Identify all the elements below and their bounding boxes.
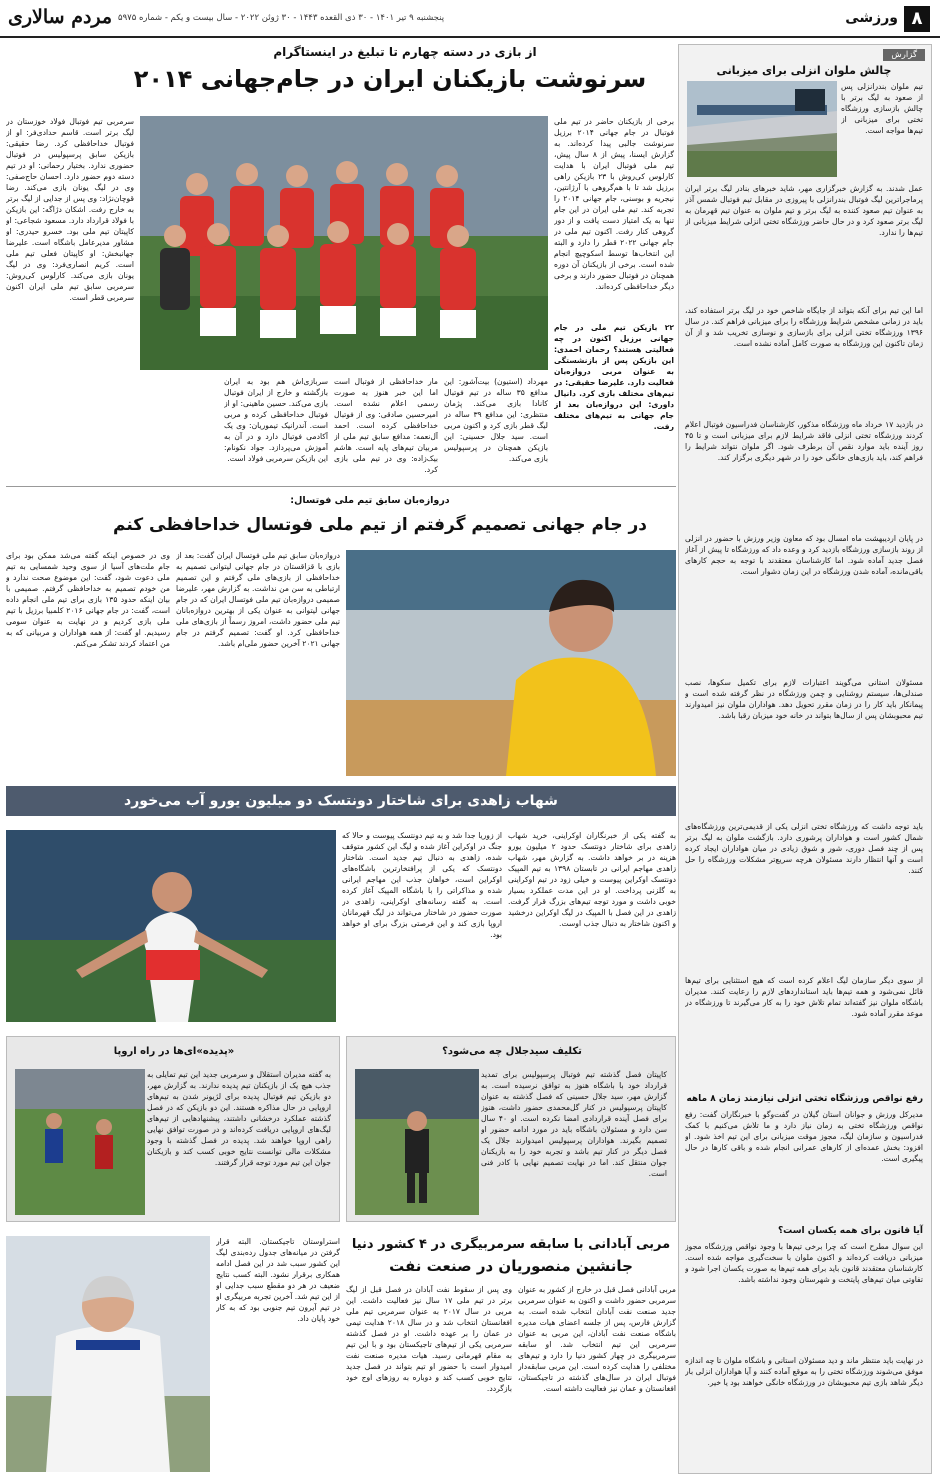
sidebar-paragraph-7: از سوی دیگر سازمان لیگ اعلام کرده است که هیچ استثنایی برای تیم‌ها قائل نمی‌شود و همه تیم‌ها باید استانداردهای لازم را رعایت کنند. مدیران باشگاه ملوان نیز گفته‌اند تمام تلاش خود را به کار می‌گیرند تا ورزشگاه در موعد مقرر آماده شود. (685, 976, 923, 1018)
sidebar-title: چالش ملوان انزلی برای میزبانی (716, 64, 892, 77)
stadium-photo (687, 81, 837, 177)
story3-col-right: به گفته یکی از خبرنگاران اوکراینی، خرید شهاب زاهدی برای شاختار دونتسک حدود ۲ میلیون یورو هزینه در بر خواهد داشت. به گزارش مهر، شهاب زاهدی مهاجم ایرانی در تابستان ۱۳۹۸ به تیم المپیک دونتسک اوکراین پیوست و خیلی زود در تیم اوکراینی به گلزنی پرداخت. او در این مدت عملکرد بسیار خوبی داشت و مورد توجه تیم‌های بزرگ قرار گرفت. زاهدی در این فصل با المپیک در لیگ اوکراین درخشید و اکنون شاختار به دنبال جذب اوست. (508, 831, 676, 928)
story4-headline-line1: مربی آبادانی با سابقه سرمربیگری در ۴ کشور دنیا (351, 1237, 671, 1252)
sidebar-lead: تیم ملوان بندرانزلی پس از صعود به لیگ برتر با چالش بازسازی ورزشگاه تختی برای میزبانی از تیم‌ها مواجه است. (841, 82, 923, 135)
report-tag: گزارش (883, 49, 925, 61)
padideh-illustration (15, 1069, 145, 1215)
sidebar-paragraph-8: مدیرکل ورزش و جوانان استان گیلان در گفت‌وگو با خبرنگاران گفت: رفع نواقص ورزشگاه تختی به زمان نیاز دارد و ما تلاش می‌کنیم با کمک فدراسیون و سازمان لیگ، مجوز موقت میزبانی برای این تیم اخذ شود. او افزود: بخش عمده‌ای از کارهای عمرانی انجام شده و باقی کارها در حال پیگیری است. (685, 1110, 923, 1163)
stadium-illustration (687, 81, 837, 177)
seyed-jalal-photo (355, 1069, 479, 1215)
dateline: پنجشنبه ۹ تیر ۱۴۰۱ - ۳۰ ذی القعده ۱۴۴۳ - ۳۰ ژوئن ۲۰۲۲ - سال بیست و یکم - شماره ۵۹۷۵ (118, 13, 445, 23)
box-seyed-jalal-title: تکلیف سیدجلال چه می‌شود؟ (442, 1046, 582, 1057)
sidebar-report (678, 44, 932, 1474)
sidebar-paragraph-4: در پایان اردیبهشت ماه امسال بود که معاون وزیر ورزش با حضور در انزلی از روند بازسازی ورزشگاه بازدید کرد و وعده داد که ورزشگاه تا پیش از آغاز فصل جدید آماده شود. اما کارشناسان معتقدند با توجه به حجم کارهای باقی‌مانده، آماده شدن ورزشگاه در این زمان دشوار است. (685, 534, 923, 576)
coach-photo (6, 1236, 210, 1472)
top-story-col-left: سرمربی تیم فوتبال فولاد خوزستان در لیگ برتر است. قاسم حدادی‌فر: او از فوتبال خداحافظی کرد. رضا حقیقی: بازیکن سابق پرسپولیس در فوتبال حضوری ندارد. بختیار رحمانی: او در تیم دسته دوم حضور دارد. احسان حاج‌صفی: وی در لیگ یونان بازی می‌کند. رضا قوچان‌نژاد: وی پس از جدایی از لیگ برتر به خارج رفت. اشکان دژاگه: این بازیکن با فولاد قرارداد دارد. مسعود شجاعی: او کاپیتان تیم ملی بود. خسرو حیدری: او مشاور مدیرعامل باشگاه است. علیرضا جهانبخش: او کاپیتان فعلی تیم ملی است. کریم انصاری‌فرد: وی در لیگ یونان بازی می‌کند. کارلوس کی‌روش: سرمربی سابق تیم ملی ایران اکنون سرمربی قطر است. (6, 117, 134, 302)
team-photo (140, 116, 548, 370)
goalkeeper-photo (346, 550, 676, 776)
story3-headline: شهاب زاهدی برای شاختار دونتسک دو میلیون یورو آب می‌خورد (6, 786, 676, 816)
sidebar-paragraph-5: مسئولان استانی می‌گویند اعتبارات لازم برای تکمیل سکوها، نصب صندلی‌ها، سیستم روشنایی و چمن ورزشگاه در نظر گرفته شده است و پیمانکار باید کار را در زمان مقرر تحویل دهد. هواداران ملوان نیز امیدوارند تیم محبوبشان پس از سال‌ها بتواند در خانه خود میزبان رقبا باشد. (685, 678, 923, 720)
newspaper-brand: مردم سالاری (8, 6, 113, 28)
top-story-col-mid-left: سربازی‌اش هم بود به ایران بازگشته و خارج از ایران فوتبال بازی می‌کند. حسین ماهینی: او از فوتبال خداحافظی کرده و مربی است. آندرانیک تیموریان: وی یک آکادمی فوتبال دارد و در آن به آموزش می‌پردازد. جواد نکونام: این بازیکن سرمربی فولاد است. (224, 377, 328, 463)
box-padideh (6, 1036, 340, 1222)
player-photo (6, 830, 336, 1022)
story2-kicker: دروازه‌بان سابق تیم ملی فوتسال: (290, 495, 450, 506)
sidebar-paragraph-9: این سوال مطرح است که چرا برخی تیم‌ها با وجود نواقص ورزشگاه مجوز میزبانی دریافت کرده‌اند و اکنون ملوان با سخت‌گیری مواجه شده است. کارشناسان معتقدند قانون باید برای همه تیم‌ها به صورت یکسان اجرا شود و تفاوتی میان تیم‌های پایتخت و شهرستان وجود نداشته باشد. (685, 1242, 923, 1284)
sidebar-subheading-2: آیا قانون برای همه یکسان است؟ (777, 1226, 923, 1236)
player-illustration (6, 830, 336, 1022)
story4-col-left: استراوستان تاجیکستان. البته قرار گرفتن در میانه‌های جدول رده‌بندی لیگ این کشور سبب شد در این فصل ادامه همکاری برقرار نشود. البته کسب نتایج ضعیف در هر دو مقطع سبب جدایی او از این تیم شد. آخرین تجربه مربیگری او در تیم آیرون تیم جنوبی بود که به کار خود پایان داد. (216, 1237, 340, 1323)
story4-col-right: مربی آبادانی فصل قبل در خارج از کشور به عنوان سرمربی حضور داشت و اکنون به عنوان سرمربی جدید صنعت نفت آبادان انتخاب شده است. به گزارش فارس، پس از جلسه اعضای هیات مدیره باشگاه صنعت نفت آبادان، این مربی به عنوان سرمربی این تیم انتخاب شد. او سابقه سرمربیگری در چهار کشور دنیا را دارد و تیم‌های مختلفی را هدایت کرده است. این مربی سابقه‌دار فوتبال ایران در سال‌های گذشته در تاجیکستان، افغانستان و عمان نیز فعالیت داشته است. (518, 1285, 676, 1393)
page-header (0, 0, 940, 38)
section-title: ورزشی (845, 10, 898, 26)
box-seyed-jalal-text: کاپیتان فصل گذشته تیم فوتبال پرسپولیس برای تمدید قرارداد خود با باشگاه هنوز به توافق نرسیده است. به گزارش مهر، سید جلال حسینی که فصل گذشته به عنوان کاپیتان پرسپولیس در کنار گل‌محمدی حضور داشت، هنوز برای فصل آینده قراردادی امضا نکرده است. او ۴۰ سال سن دارد و مسئولان باشگاه باید در مورد ادامه حضور او تصمیم بگیرند. هواداران پرسپولیس امیدوارند جلال یک فصل دیگر در کنار تیم باشد و تجربه خود را به بازیکنان جوان منتقل کند. اما در نهایت تصمیم نهایی با کادر فنی است. (481, 1070, 667, 1178)
sidebar-paragraph-2: اما این تیم برای آنکه بتواند از جایگاه شاخص خود در لیگ برتر استفاده کند، باید در زمانی مشخص شرایط ورزشگاه را برای میزبانی فراهم کند. در سال ۱۳۹۶ ورزشگاه تختی انزلی برای بازسازی و نوسازی تخریب شد و از آن زمان تاکنون این ورزشگاه به صورت کامل آماده نشده است. (685, 306, 923, 348)
story4-col-mid: وی پس از سقوط نفت آبادان در فصل قبل از لیگ برتر در تیم ملی ۱۷ سال نیز فعالیت داشت. این مربی در سال ۲۰۱۷ به عنوان سرمربی تیم ملی افغانستان انتخاب شد و در سال ۲۰۱۸ هدایت تیمی در عمان را بر عهده داشت. او در فصل گذشته سرمربی یکی از تیم‌های تاجیکستان بود و با این تیم به مقام قهرمانی رسید. هیات مدیره صنعت نفت امیدوار است با حضور او تیم بتواند در فصل جدید نتایج خوبی کسب کند و دوباره به روزهای اوج خود بازگردد. (346, 1285, 512, 1393)
sidebar-paragraph-1: عمل شدند. به گزارش خبرگزاری مهر، شاید خبرهای بنادر لیگ برتر ایران پرماجراترین لیگ فوتبال بندرانزلی با پیروزی در مقابل تیم فوتبال شمس آذر به عنوان تیم صعود کننده به لیگ برتر و تیم ملوان به عنوان تیم قهرمان به لیگ برتر صعود کرد و در حال حاضر ورزشگاه تختی انزلی شرایط میزبانی از تیم‌ها را ندارد. (685, 184, 923, 237)
sidebar-paragraph-10: در نهایت باید منتظر ماند و دید مسئولان استانی و باشگاه ملوان تا چه اندازه موفق می‌شوند ورزشگاه تختی را به موقع آماده کنند و آیا هواداران انزلی بار دیگر شاهد بازی تیم محبوبشان در ورزشگاه خانگی خواهند بود یا خیر. (685, 1356, 923, 1387)
box-padideh-text: به گفته مدیران استقلال و سرمربی جدید این تیم تمایلی به جذب هیچ یک از بازیکنان تیم پدیده ندارند. به گزارش مهر، دو بازیکن تیم فوتبال پدیده برای لژیونر شدن به تیم‌های اروپایی در حال مذاکره هستند. این دو بازیکن که در فصل گذشته عملکرد درخشانی داشتند، پیشنهادهایی از تیم‌های لیگ‌های اروپایی دریافت کرده‌اند و در صورت توافق نهایی راهی اروپا خواهند شد. پدیده در فصل گذشته با وجود مشکلات مالی توانست نتایج خوبی کسب کند و بازیکنان جوان این تیم مورد توجه قرار گرفتند. (147, 1070, 331, 1167)
page-number: ۸ (904, 6, 930, 32)
seyed-jalal-illustration (355, 1069, 479, 1215)
top-story-col-right-2: ۲۲ بازیکن تیم ملی در جام جهانی برزیل اکنون در چه فعالیتی هستند؟ رحمان احمدی: این بازیکن پس از بازنشستگی به عنوان مربی دروازه‌بان فعالیت دارد. علیرضا حقیقی: در تیم‌های مختلف بازی کرد. دانیال داوری: این دروازه‌بان بعد از جام جهانی به تیم‌های مختلف رفت. (554, 323, 674, 431)
box-padideh-title: «پدیده»ای‌ها در راه اروپا (113, 1046, 235, 1057)
team-photo-illustration (140, 116, 548, 370)
story3-col-mid: از زوریا جدا شد و به تیم دونتسک پیوست و حالا که جنگ در اوکراین آغاز شده و لیگ این کشور متوقف شده، زاهدی به دنبال تیم جدید است. شاختار دونتسک که یکی از پرافتخارترین باشگاه‌های اوکراین است، خواهان جذب این مهاجم ایرانی شده و مذاکراتی را با باشگاه المپیک آغاز کرده است. به گفته رسانه‌های اوکراینی، زاهدی در صورت حضور در شاختار می‌تواند در لیگ قهرمانان اروپا بازی کند و این فرصتی بزرگ برای او خواهد بود. (342, 831, 502, 939)
sidebar-paragraph-3: در بازدید ۱۷ خرداد ماه ورزشگاه مذکور، کارشناسان فدراسیون فوتبال اعلام کردند ورزشگاه تختی انزلی فاقد شرایط لازم برای میزبانی است و تا ۴۵ روز آینده باید موارد نقص آن برطرف شود. اگر ملوان نتواند شرایط را فراهم کند، باید بازی‌های خانگی خود را در شهر دیگری برگزار کند. (685, 420, 923, 462)
top-story-col-mid-right: مهرداد (استیون) بیت‌آشور: این مدافع ۳۵ ساله در تیم فوتبال کانادا بازی می‌کند. پژمان منتظری: این مدافع ۳۹ ساله در لیگ قطر بازی کرد و اکنون مربی است. سید جلال حسینی: این بازیکن همچنان در پرسپولیس بازی می‌کند. (444, 377, 548, 463)
top-story-col-mid: مار خداحافظی از فوتبال است اما این خبر هنوز به صورت رسمی اعلام نشده است. امیرحسین صادقی: وی از فوتبال خداحافظی کرده است. احمد آل‌نعمه: مدافع سابق تیم ملی از مربیان تیم‌های پایه است. هاشم بیک‌زاده: وی در تیم ملی بازی کرد. (334, 377, 438, 474)
story2-headline: در جام جهانی تصمیم گرفتم از تیم ملی فوتسال خداحافظی کنم (112, 515, 647, 535)
padideh-photo (15, 1069, 145, 1215)
story2-col-left: وی در خصوص اینکه گفته می‌شد ممکن بود برای جام ملت‌های آسیا از سوی وحید شمسایی به تیم ملی دعوت شود، گفت: این موضوع صحت ندارد و من خودم تصمیم به خداحافظی گرفتم. صمیمی با بیان اینکه حدود ۱۳۵ بازی برای تیم ملی انجام داده است، گفت: در جام جهانی ۲۰۱۶ کلمبیا برزیل با تیم ملی بازی کردیم و در نهایت به عنوان سومی رسیدیم. او گفت: از همه هواداران و مربیانی که به من اعتماد کردند تشکر می‌کنم. (6, 551, 170, 648)
top-story-col-right: برخی از بازیکنان حاضر در تیم ملی فوتبال در جام جهانی ۲۰۱۴ برزیل سرنوشت جالبی پیدا کرده‌اند. به گزارش ایسنا، پیش از ۸ سال پیش، تیم ملی فوتبال ایران با هدایت کارلوس کی‌روش با ۲۳ بازیکن راهی برزیل شد تا با هم‌گروهی با آرژانتین، نیجریه و بوسنی، جام جهانی ۲۰۱۴ را تجربه کند. تیم ملی ایران در این جام تنها به یک امتیاز دست یافت و از دور گروهی کنار رفت. اکنون تیم ملی در جام جهانی ۲۰۲۲ قطر را دارد و البته این انتخاب‌ها توسط اسکوچیچ انجام شده است. برخی از بازیکنان آن دوره همچنان در فوتبال حضور دارند و برخی دیگر خداحافظی کرده‌اند. (554, 117, 674, 291)
sidebar-paragraph-6: باید توجه داشت که ورزشگاه تختی انزلی یکی از قدیمی‌ترین ورزشگاه‌های شمال کشور است و هواداران پرشوری دارد. بازگشت ملوان به لیگ برتر پس از چند فصل دوری، شور و شوق زیادی در میان هواداران ایجاد کرده است و آنها انتظار دارند مسئولان هرچه سریع‌تر مشکلات ورزشگاه را حل کنند. (685, 822, 923, 875)
goalkeeper-illustration (346, 550, 676, 776)
story2-col-right: دروازه‌بان سابق تیم ملی فوتسال ایران گفت: بعد از بازی با قزاقستان در جام جهانی لیتوانی تصمیم به خداحافظی از بازی‌های ملی گرفتم و این تصمیم ارتباطی به سن من نداشت. به گزارش مهر، علیرضا صمیمی دروازه‌بان تیم ملی فوتسال ایران که در جام جهانی لیتوانی به عنوان یکی از بهترین دروازه‌بانان تیم ملی حضور داشت، امروز رسماً از بازی‌های ملی خداحافظی کرد. او گفت: تصمیم گرفتم در جام جهانی ۲۰۲۱ آخرین حضور ملی‌ام باشد. (176, 551, 340, 648)
sidebar-subheading-1: رفع نواقص ورزشگاه تختی انزلی نیازمند زمان ۸ ماهه (686, 1094, 923, 1104)
coach-illustration (6, 1236, 210, 1472)
top-story-kicker: از بازی در دسته چهارم تا تبلیغ در اینستاگرام (273, 45, 537, 59)
story4-headline-line2: جانشین منصوریان در صنعت نفت (389, 1257, 633, 1275)
divider (6, 486, 676, 487)
box-seyed-jalal (346, 1036, 676, 1222)
top-story-headline: سرنوشت بازیکنان ایران در جام‌جهانی ۲۰۱۴ (133, 65, 647, 93)
